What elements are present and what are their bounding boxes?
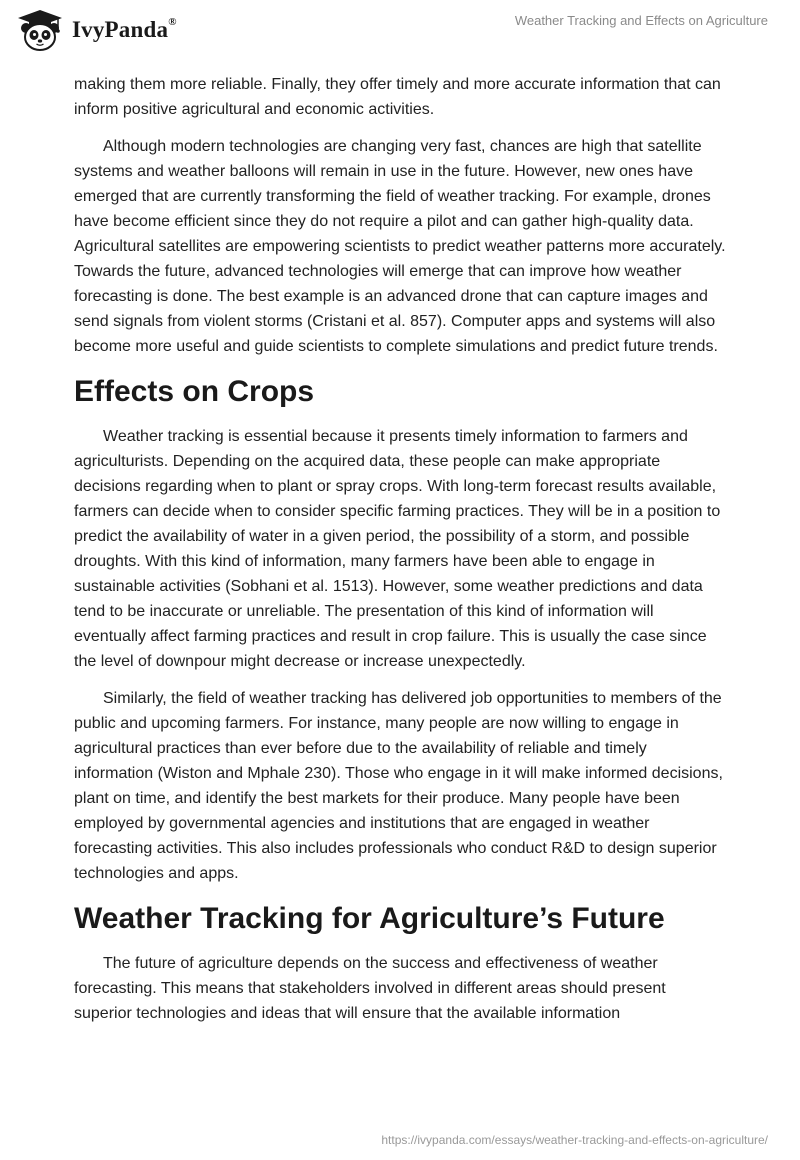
article-body [74,72,726,1038]
brand-logo[interactable] [14,8,177,52]
registered-mark: ® [168,16,177,29]
paragraph-future-1: The future of agriculture depends on the success and effectiveness of weather forecasting. This means that stakeholders involved in different areas should present superior technologies and ideas that will ensure that the available information [74,955,666,1022]
paragraph-effects-1: Weather tracking is essential because it presents timely information to farmers and agriculturists. Depending on the acquired data, these people can make appropriate decisions regarding when to plant or spray crops. With long-term forecast results available, farmers can decide when to consider specific farming practices. They will be in a position to predict the availability of water in a given period, the possibility of a storm, and possible droughts. With this kind of information, many farmers have been able to engage in sustainable activities (Sobhani et al. 1513). However, some weather predictions and data tend to be inaccurate or unreliable. The presentation of this kind of information will eventually affect farming practices and result in crop failure. This is usually the case since the level of downpour might decrease or increase unexpectedly. [74,428,721,670]
panda-mascot-icon [14,8,66,52]
source-url[interactable]: https://ivypanda.com/essays/weather-tracking-and-effects-on-agriculture/ [381,1133,768,1147]
paragraph-future-technologies: Although modern technologies are changing very fast, chances are high that satellite systems and weather balloons will remain in use in the future. However, new ones have emerged that are currently transforming the field of weather tracking. For example, drones have become efficient since they do not require a pilot and can gather high-quality data. Agricultural satellites are empowering scientists to predict weather patterns more accurately. Towards the future, advanced technologies will emerge that can improve how weather forecasting is done. The best example is an advanced drone that can capture images and send signals from violent storms (Cristani et al. 857). Computer apps and systems will also become more useful and guide scientists to complete simulations and predict future trends. [74,138,726,355]
paragraph-effects-2: Similarly, the field of weather tracking has delivered job opportunities to members of the public and upcoming farmers. For instance, many people are now willing to engage in agricultural practices than ever before due to the availability of reliable and timely information (Wiston and Mphale 230). Those who engage in it will make informed decisions, plant on time, and identify the best markets for their produce. Many people have been employed by governmental agencies and institutions that are engaged in weather forecasting activities. This also includes professionals who conduct R&D to design superior technologies and apps. [74,690,723,882]
document-title: Weather Tracking and Effects on Agriculture [514,13,768,28]
page-header [0,0,800,70]
paragraph-intro: making them more reliable. Finally, they offer timely and more accurate information that can inform positive agricultural and economic activities. [74,76,721,118]
brand-name: IvyPanda® [72,16,177,42]
heading-agriculture-future: Weather Tracking for Agriculture’s Future [74,902,665,935]
heading-effects-on-crops: Effects on Crops [74,375,315,408]
